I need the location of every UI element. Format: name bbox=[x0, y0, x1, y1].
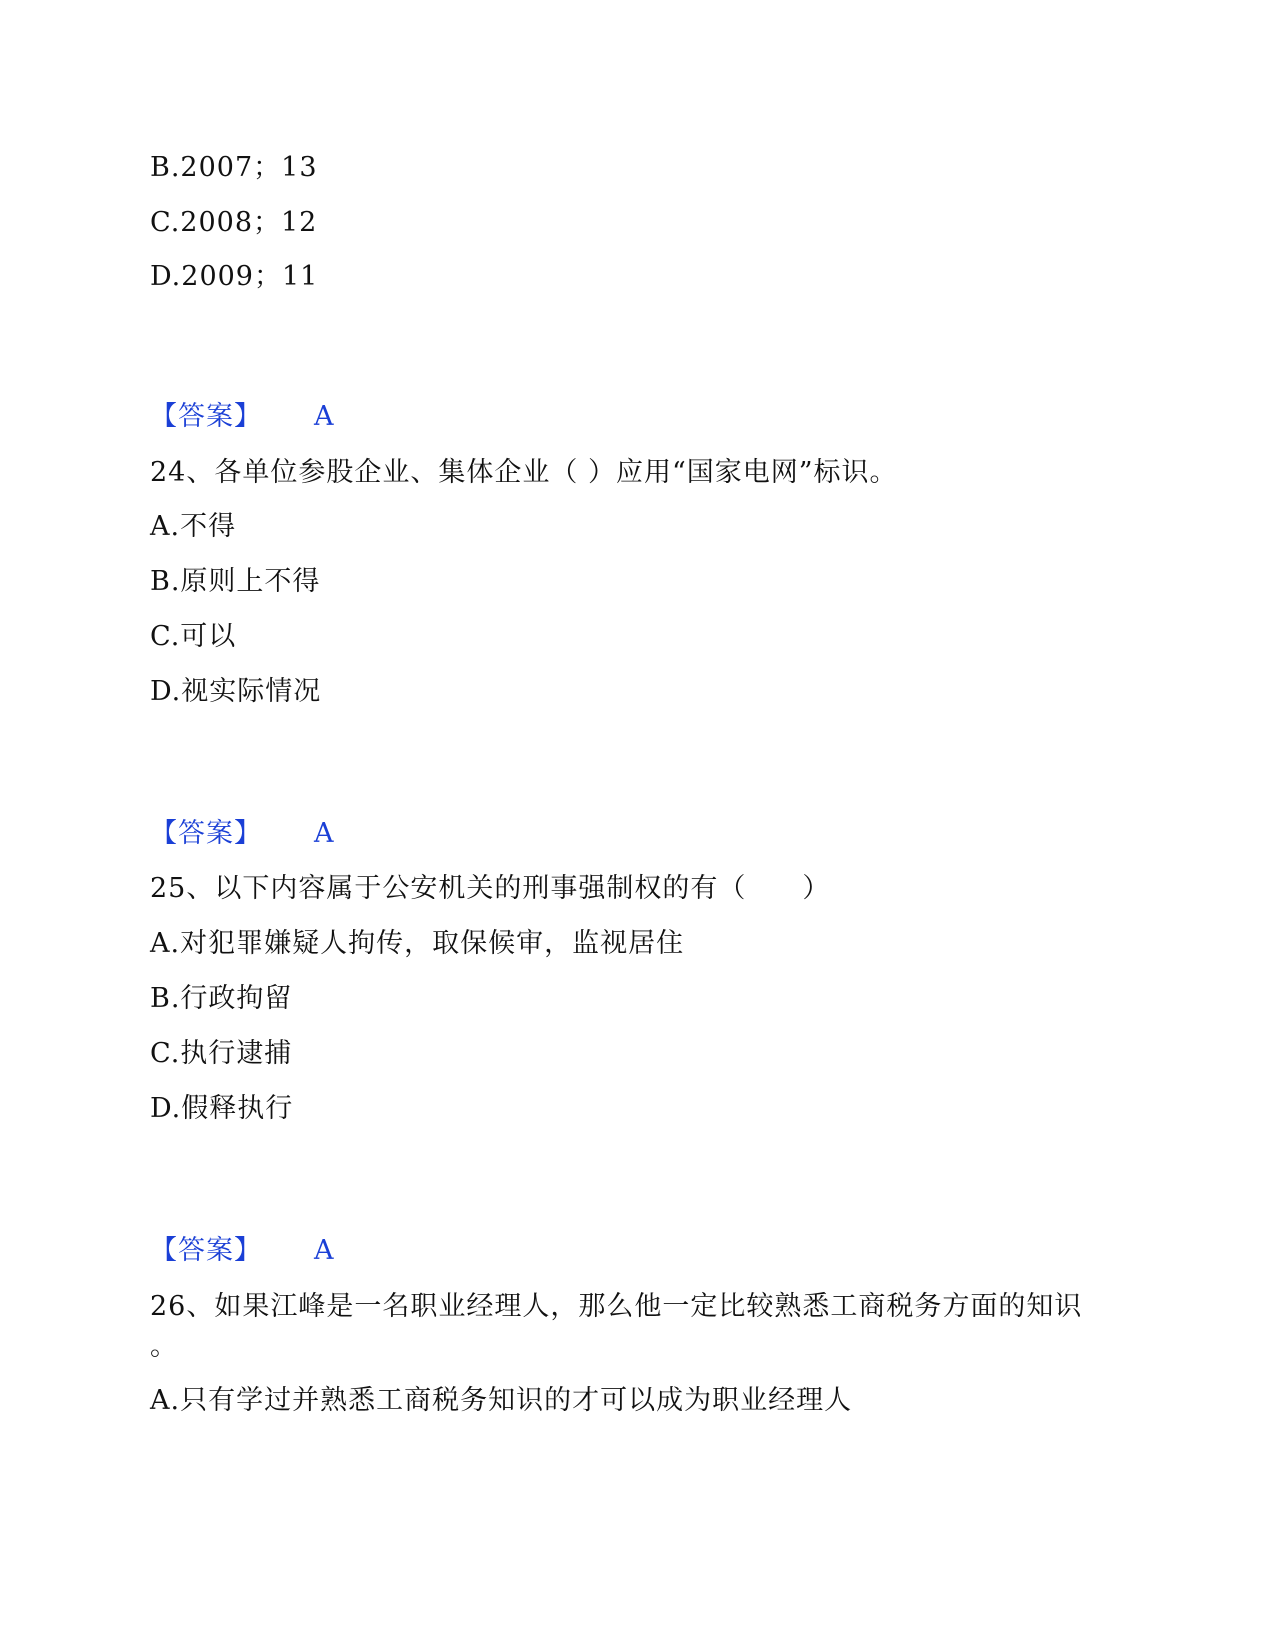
option-c: C.可以 bbox=[150, 621, 237, 652]
option-d: D.假释执行 bbox=[150, 1093, 294, 1124]
answer-label: 【答案】 bbox=[150, 818, 262, 849]
option-c: C.2008；12 bbox=[150, 207, 318, 238]
answer-value: A bbox=[314, 401, 335, 432]
question-24: 24、各单位参股企业、集体企业（ ）应用“国家电网”标识。 bbox=[150, 457, 898, 488]
answer-value: A bbox=[314, 1235, 335, 1266]
answer-line bbox=[150, 400, 335, 434]
answer-label: 【答案】 bbox=[150, 401, 262, 432]
option-a: A.对犯罪嫌疑人拘传，取保候审，监视居住 bbox=[150, 928, 685, 959]
option-d: D.视实际情况 bbox=[150, 676, 322, 707]
option-c: C.执行逮捕 bbox=[150, 1038, 293, 1069]
option-d: D.2009；11 bbox=[150, 261, 319, 292]
answer-line bbox=[150, 817, 335, 851]
answer-value: A bbox=[314, 818, 335, 849]
option-b: B.2007；13 bbox=[150, 152, 318, 183]
answer-label: 【答案】 bbox=[150, 1235, 262, 1266]
option-a: A.不得 bbox=[150, 511, 237, 542]
question-26-continuation: 。 bbox=[150, 1331, 178, 1362]
option-b: B.原则上不得 bbox=[150, 566, 321, 597]
answer-line bbox=[150, 1234, 335, 1268]
question-26: 26、如果江峰是一名职业经理人，那么他一定比较熟悉工商税务方面的知识 bbox=[150, 1291, 1083, 1322]
question-25: 25、以下内容属于公安机关的刑事强制权的有（ ） bbox=[150, 873, 831, 904]
option-b: B.行政拘留 bbox=[150, 983, 293, 1014]
option-a: A.只有学过并熟悉工商税务知识的才可以成为职业经理人 bbox=[150, 1385, 853, 1416]
